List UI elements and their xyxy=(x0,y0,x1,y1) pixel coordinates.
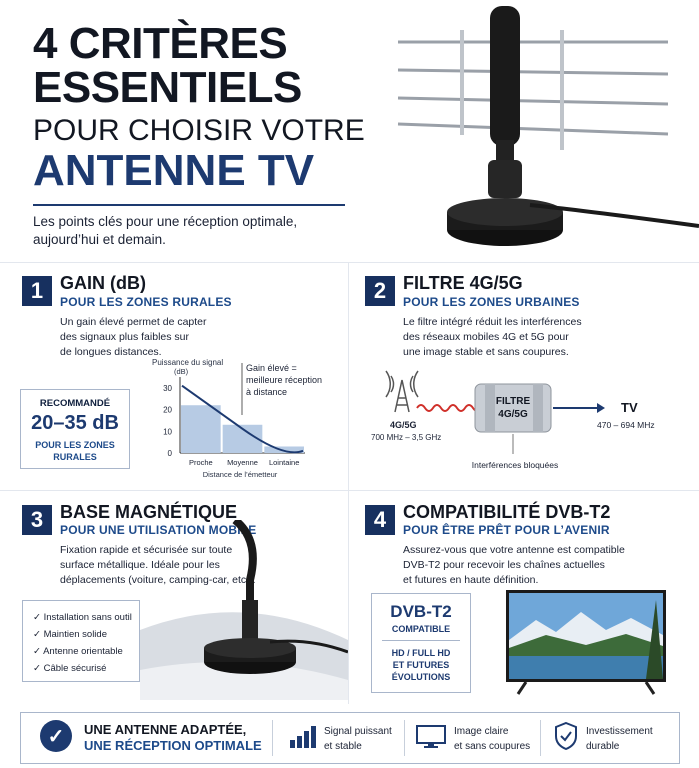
headline-line-3: POUR CHOISIR VOTRE xyxy=(33,114,365,147)
section-2-body: Le filtre intégré réduit les interférences des réseaux mobiles 4G et 5G pour une image stable et sans coupures. xyxy=(403,316,582,358)
headline-line-4: ANTENNE TV xyxy=(33,146,315,195)
section-4-number: 4 xyxy=(365,505,395,535)
footer-item-3: Investissement durable xyxy=(586,726,653,752)
antenna-hero-image xyxy=(390,0,699,260)
chart-ytick: 30 xyxy=(163,383,172,393)
source-range: 700 MHz – 3,5 GHz xyxy=(371,433,442,442)
source-label: 4G/5G xyxy=(390,420,417,430)
chart-ytick: 0 xyxy=(167,449,172,458)
section-3-title: BASE MAGNÉTIQUE xyxy=(60,502,238,522)
dvb-lines: HD / FULL HD ET FUTURES ÉVOLUTIONS xyxy=(391,648,451,682)
checklist-item: ✓ Câble sécurisé xyxy=(33,663,107,674)
headline-line-2: ESSENTIELS xyxy=(33,63,302,112)
cell-tower-icon xyxy=(386,371,418,412)
tv-image xyxy=(506,590,668,696)
checklist-item: ✓ Antenne orientable xyxy=(33,646,123,657)
arrow-icon xyxy=(597,403,605,413)
filter-diagram xyxy=(365,362,695,482)
tv-label: TV xyxy=(621,400,638,415)
section-2-number: 2 xyxy=(365,276,395,306)
monitor-icon xyxy=(416,725,446,749)
dvb-title: DVB-T2 xyxy=(390,602,452,621)
filter-label-2: 4G/5G xyxy=(498,409,528,420)
section-1-kicker: POUR LES ZONES RURALES xyxy=(60,295,232,309)
chart-category: Lointaine xyxy=(268,458,300,467)
chart-ylabel-1: Puissance du signal xyxy=(152,358,224,367)
tv-range: 470 – 694 MHz xyxy=(597,420,655,430)
footer-divider xyxy=(540,720,541,756)
intro-line-2: aujourd’hui et demain. xyxy=(33,232,166,247)
recommended-label: RECOMMANDÉ xyxy=(39,398,111,409)
section-3-body: Fixation rapide et sécurisée sur toute surface métallique. Idéale pour les déplacements (voiture, camping-car, etc.). xyxy=(60,544,256,586)
footer-divider xyxy=(404,720,405,756)
recommended-value: 20–35 dB xyxy=(31,412,119,434)
chart-ytick: 20 xyxy=(163,405,172,415)
signal-bars-icon xyxy=(290,726,316,748)
filter-label-1: FILTRE xyxy=(495,396,531,407)
chart-annotation-1: Gain élevé = xyxy=(246,363,297,373)
section-2-kicker: POUR LES ZONES URBAINES xyxy=(403,295,580,309)
dvb-badge xyxy=(371,593,471,693)
chart-category: Proche xyxy=(188,458,213,467)
headline-line-1: 4 CRITÈRES xyxy=(33,19,288,68)
chart-ytick: 10 xyxy=(163,427,172,437)
section-3-kicker: POUR UNE UTILISATION MOBILE xyxy=(60,523,257,537)
section-1-title: GAIN (dB) xyxy=(60,273,146,293)
check-circle-icon: ✓ xyxy=(40,720,72,752)
check-icon: ✓ xyxy=(33,612,44,623)
checklist-item: ✓ Maintien solide xyxy=(33,629,107,640)
check-icon: ✓ xyxy=(33,663,44,674)
magnetic-base-image xyxy=(140,520,348,700)
filter-cylinder xyxy=(475,384,551,432)
header-rule xyxy=(33,204,345,206)
section-4-kicker: POUR ÊTRE PRÊT POUR L’AVENIR xyxy=(403,523,610,537)
section-4-body: Assurez-vous que votre antenne est compatible DVB-T2 pour recevoir les chaînes actuelles et futures en haute définition. xyxy=(403,544,625,586)
section-1-number: 1 xyxy=(22,276,52,306)
footer-item-2: Image claire et sans coupures xyxy=(454,726,531,752)
chart-category: Moyenne xyxy=(227,458,258,467)
shield-check-icon xyxy=(554,722,578,750)
blocked-label: Interférences bloquées xyxy=(471,460,559,470)
chart-ylabel-2: (dB) xyxy=(174,367,189,376)
footer-item-1: Signal puissant et stable xyxy=(324,726,392,752)
recommended-box xyxy=(20,389,130,469)
footer-divider xyxy=(272,720,273,756)
footer-main: UNE ANTENNE ADAPTÉE, UNE RÉCEPTION OPTIMALE xyxy=(84,722,262,753)
checklist-item: ✓ Installation sans outil xyxy=(33,612,132,623)
chart-xlabel: Distance de l’émetteur xyxy=(202,470,278,479)
chart-annotation-3: à distance xyxy=(246,387,288,397)
intro-line-1: Les points clés pour une réception optimale, xyxy=(33,214,298,229)
chart-bar xyxy=(181,405,221,453)
chart-annotation-2: meilleure réception xyxy=(246,375,323,385)
section-1-body: Un gain élevé permet de capter des signaux plus faibles sur de longues distances. xyxy=(60,316,207,358)
section-4-title: COMPATIBILITÉ DVB-T2 xyxy=(403,502,611,522)
recommended-note: POUR LES ZONES RURALES xyxy=(35,440,115,462)
section-3-number: 3 xyxy=(22,505,52,535)
dvb-sub: COMPATIBLE xyxy=(391,624,451,634)
interference-wave xyxy=(417,405,481,411)
check-icon: ✓ xyxy=(33,629,44,640)
gain-chart xyxy=(140,355,345,485)
feature-checklist xyxy=(22,600,140,682)
section-2-title: FILTRE 4G/5G xyxy=(403,273,523,293)
check-icon: ✓ xyxy=(33,646,44,657)
